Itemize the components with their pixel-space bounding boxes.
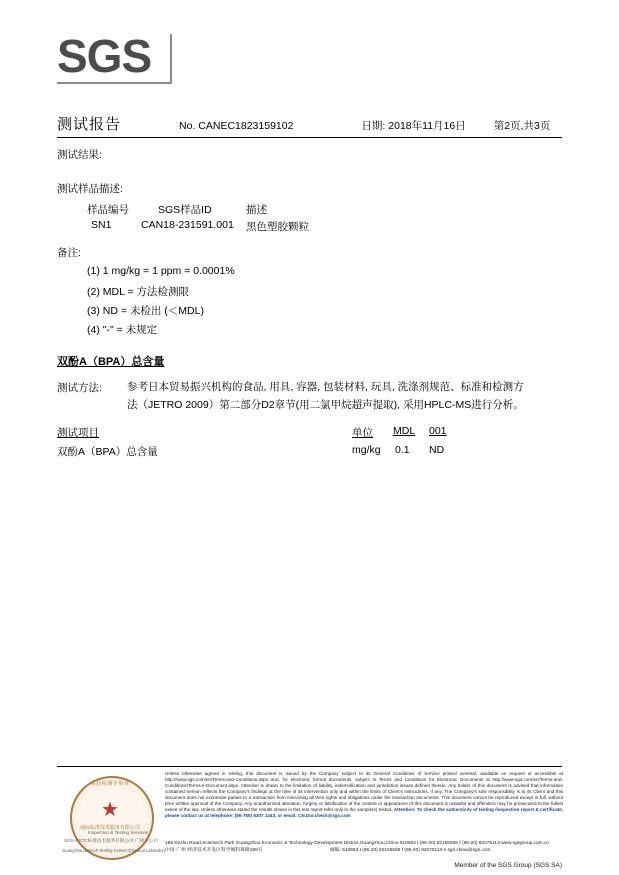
footer-disclaimer: Unless otherwise agreed in writing, this document is issued by the Company subject to its General Conditions of Service printed overleaf, available on request or accessible at http://www.sgs.com/en/Terms-and-Conditions.aspx and, for electronic format documents, subject to Terms and Conditions for Electronic Documents at http://www.sgs.com/en/Terms-and-Conditions/Terms-e-Document.aspx. Attention is drawn to the limitation of liability, indemnification and jurisdiction issues defined therein. Any holder of this document is advised that information contained hereon reflects the Company's findings at the time of its intervention only and within the limits of Client's instructions, if any. The Company's sole responsibility is to its Client and this document does not exonerate parties to a transaction from exercising all their rights and obligations under the transaction documents. This document cannot be reproduced except in full, without prior written approval of the Company. Any unauthorized alteration, forgery or falsification of the content or appearance of this document is unlawful and offenders may be prosecuted to the fullest extent of the law. Unless otherwise stated the results shown in this test report refer only to the sample(s) tested. — [165, 771, 563, 812]
remark-item-3: (3) ND = 未检出 (＜MDL) — [87, 305, 204, 317]
sample-col-header-desc: 描述 — [246, 204, 267, 216]
sample-row-id: CAN18-231591.001 — [141, 219, 234, 231]
remark-item-1: (1) 1 mg/kg = 1 ppm = 0.0001% — [87, 265, 235, 277]
footer-disclaimer-block — [165, 771, 563, 819]
result-row-mdl: 0.1 — [395, 444, 410, 456]
logo-underline — [57, 82, 172, 84]
stamp-label-left2: Guangzhou Branch Testing Center Chemical Laboratory — [62, 848, 166, 853]
stamp-arc-mid: 通标标准技术服务有限公司 — [79, 825, 140, 831]
method-line-1: 参考日本贸易振兴机构的食品, 用具, 容器, 包装材料, 玩具, 洗涤剂规范、标准和检测方 — [127, 381, 524, 393]
sample-col-header-id: SGS样品ID — [158, 204, 212, 216]
footer-address-cn-tail-wrap — [330, 847, 565, 854]
stamp-star-icon: ★ — [101, 799, 119, 821]
result-col-header-item: 测试项目 — [57, 427, 99, 439]
sample-desc-label: 测试样品描述: — [57, 183, 123, 195]
method-label: 测试方法: — [57, 382, 102, 394]
stamp-label-bot: Inspection & Testing Services — [88, 830, 148, 835]
footer-divider — [57, 766, 562, 767]
result-col-header-unit: 单位 — [352, 427, 373, 439]
footer-address-cn: 中国·广州·经济技术开发区科学城科珠路198号 — [165, 848, 263, 853]
result-col-header-001: 001 — [429, 425, 447, 437]
result-row-value: ND — [429, 444, 445, 456]
report-date: 日期: 2018年11月16日 — [361, 120, 466, 132]
footer-attention: Attention: To check the authenticity of testing /inspection report & certificate, please contact us at telephone: (86-755) 8307 1443, or email: CN.Doccheck@sgs.com — [165, 807, 564, 818]
sample-row-no: SN1 — [91, 219, 112, 231]
remark-item-4: (4) "-" = 未规定 — [87, 324, 158, 336]
results-label: 测试结果: — [57, 149, 102, 161]
stamp-label-left: SGS-CSTC标准技术服务有限公司 广州分公司 — [64, 838, 158, 843]
sgs-logo-text: SGS — [57, 30, 152, 82]
stamp-arc-top: 检验检测专用章 — [90, 781, 130, 787]
section-title-bpa: 双酚A（BPA）总含量 — [57, 356, 165, 368]
remarks-label: 备注: — [57, 247, 81, 259]
result-row-unit: mg/kg — [352, 444, 381, 456]
footer-address-cn-tail: 邮编: 510663 t (86-20) 82155555 f (86-20) 82075113 e sgs.china@sgs.com — [330, 848, 491, 853]
result-col-header-mdl: MDL — [393, 425, 416, 437]
page-number: 第2页,共3页 — [493, 120, 551, 132]
sample-col-header-no: 样品编号 — [87, 204, 129, 216]
footer-address-en: 198 Kezhu Road,Scientech Park Guangzhou Economic & Technology Development District,Guangzhou,China 510663 t (86-20) 82155555 f (86-20) 82075113 www.sgsgroup.com.cn — [165, 841, 550, 846]
remark-item-2: (2) MDL = 方法检测限 — [87, 286, 189, 298]
sample-row-desc: 黑色塑胶颗粒 — [246, 221, 309, 233]
sgs-logo — [57, 32, 172, 84]
report-number: No. CANEC1823159102 — [179, 120, 294, 132]
report-header — [57, 113, 562, 134]
company-stamp — [62, 772, 166, 868]
footer-member: Member of the SGS Group (SGS SA) — [454, 862, 562, 869]
header-divider — [57, 137, 562, 138]
method-line-2: 法（JETRO 2009）第二部分D2章节(用二氯甲烷超声提取), 采用HPLC-MS进行分析。 — [127, 399, 524, 411]
page-title: 测试报告 — [57, 116, 122, 133]
result-row-item: 双酚A（BPA）总含量 — [57, 446, 158, 458]
logo-vertical-bar — [170, 34, 172, 84]
